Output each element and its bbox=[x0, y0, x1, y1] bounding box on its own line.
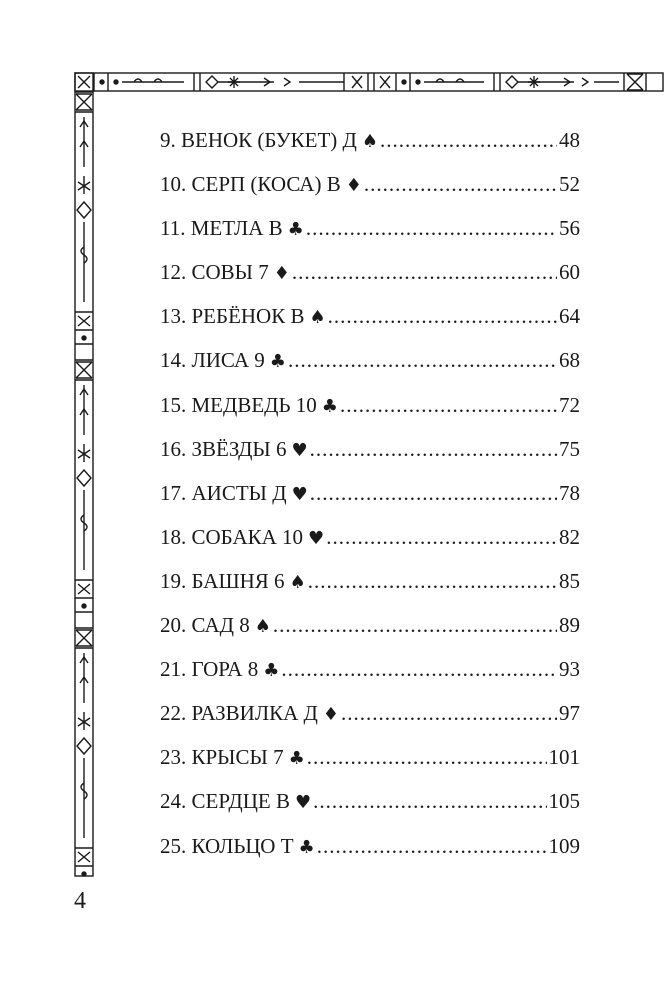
toc-entry-title: 21. ГОРА 8 bbox=[160, 657, 259, 682]
toc-entry-page: 105 bbox=[548, 789, 580, 814]
card-suit-icon: ♦ bbox=[345, 175, 362, 197]
toc-entry-title: 15. МЕДВЕДЬ 10 bbox=[160, 392, 317, 417]
toc-entry-page: 78 bbox=[559, 480, 580, 505]
dot-leader bbox=[308, 559, 557, 603]
dot-leader bbox=[310, 427, 557, 471]
dot-leader bbox=[364, 162, 557, 206]
card-suit-icon: ♥ bbox=[291, 439, 308, 461]
ornament-border-top bbox=[74, 72, 664, 92]
toc-entry bbox=[160, 294, 580, 338]
card-suit-icon: ♠ bbox=[289, 571, 306, 593]
dot-leader bbox=[326, 515, 557, 559]
toc-entry bbox=[160, 206, 580, 250]
toc-entry-title: 22. РАЗВИЛКА Д bbox=[160, 701, 318, 726]
dot-leader bbox=[341, 691, 557, 735]
toc-entry-page: 48 bbox=[559, 128, 580, 152]
toc-entry-page: 109 bbox=[548, 833, 580, 858]
toc-entry-page: 64 bbox=[559, 304, 580, 329]
toc-entry-page: 75 bbox=[559, 436, 580, 461]
dot-leader bbox=[281, 647, 557, 691]
dot-leader bbox=[306, 206, 557, 250]
toc-entry-page: 60 bbox=[559, 260, 580, 285]
ornament-border-left bbox=[74, 72, 94, 877]
toc-entry-title: 25. КОЛЬЦО Т bbox=[160, 833, 294, 858]
toc-entry bbox=[160, 603, 580, 647]
toc-entry-title: 10. СЕРП (КОСА) В bbox=[160, 172, 341, 197]
toc-entry-page: 97 bbox=[559, 701, 580, 726]
toc-entry bbox=[160, 338, 580, 382]
dot-leader bbox=[340, 383, 557, 427]
toc-entry bbox=[160, 427, 580, 471]
toc-entry-title: 23. КРЫСЫ 7 bbox=[160, 745, 284, 770]
toc-entry bbox=[160, 735, 580, 779]
toc-entry bbox=[160, 691, 580, 735]
toc-entry bbox=[160, 779, 580, 823]
toc-entry-page: 68 bbox=[559, 348, 580, 373]
dot-leader bbox=[380, 118, 557, 162]
toc-entry-title: 9. ВЕНОК (БУКЕТ) Д bbox=[160, 128, 357, 152]
toc-entry bbox=[160, 559, 580, 603]
dot-leader bbox=[310, 471, 557, 515]
toc-entry bbox=[160, 824, 580, 868]
card-suit-icon: ♠ bbox=[361, 131, 378, 152]
toc-entry-title: 12. СОВЫ 7 bbox=[160, 260, 269, 285]
toc-entry bbox=[160, 515, 580, 559]
card-suit-icon: ♣ bbox=[288, 748, 305, 770]
card-suit-icon: ♥ bbox=[308, 527, 325, 549]
card-suit-icon: ♠ bbox=[309, 307, 326, 329]
toc-entry bbox=[160, 250, 580, 294]
toc-entry-page: 72 bbox=[559, 392, 580, 417]
toc-entry-page: 56 bbox=[559, 216, 580, 241]
dot-leader bbox=[273, 603, 557, 647]
table-of-contents bbox=[160, 118, 580, 868]
toc-entry-page: 52 bbox=[559, 172, 580, 197]
card-suit-icon: ♥ bbox=[295, 792, 312, 814]
toc-entry-title: 20. САД 8 bbox=[160, 613, 250, 638]
toc-entry bbox=[160, 162, 580, 206]
toc-entry-page: 89 bbox=[559, 613, 580, 638]
dot-leader bbox=[292, 250, 557, 294]
toc-entry-title: 11. МЕТЛА В bbox=[160, 216, 283, 241]
dot-leader bbox=[288, 338, 557, 382]
toc-entry bbox=[160, 471, 580, 515]
card-suit-icon: ♥ bbox=[291, 483, 308, 505]
toc-entry-page: 82 bbox=[559, 524, 580, 549]
card-suit-icon: ♣ bbox=[269, 351, 286, 373]
toc-entry-title: 19. БАШНЯ 6 bbox=[160, 568, 285, 593]
card-suit-icon: ♣ bbox=[321, 395, 338, 417]
toc-entry bbox=[160, 118, 580, 162]
dot-leader bbox=[317, 824, 547, 868]
toc-entry-title: 17. АИСТЫ Д bbox=[160, 480, 287, 505]
toc-entry-title: 13. РЕБЁНОК В bbox=[160, 304, 305, 329]
card-suit-icon: ♣ bbox=[263, 660, 280, 682]
toc-entry-title: 18. СОБАКА 10 bbox=[160, 524, 304, 549]
toc-entry-page: 101 bbox=[548, 745, 580, 770]
dot-leader bbox=[313, 779, 546, 823]
toc-entry bbox=[160, 647, 580, 691]
card-suit-icon: ♠ bbox=[254, 616, 271, 638]
card-suit-icon: ♣ bbox=[298, 836, 315, 858]
dot-leader bbox=[307, 735, 547, 779]
page-number: 4 bbox=[74, 888, 86, 914]
toc-entry-title: 24. СЕРДЦЕ В bbox=[160, 789, 291, 814]
toc-entry-page: 85 bbox=[559, 568, 580, 593]
dot-leader bbox=[328, 294, 557, 338]
toc-entry bbox=[160, 383, 580, 427]
card-suit-icon: ♦ bbox=[273, 263, 290, 285]
toc-entry-page: 93 bbox=[559, 657, 580, 682]
toc-entry-title: 16. ЗВЁЗДЫ 6 bbox=[160, 436, 287, 461]
toc-entry-title: 14. ЛИСА 9 bbox=[160, 348, 265, 373]
card-suit-icon: ♣ bbox=[287, 219, 304, 241]
card-suit-icon: ♦ bbox=[322, 704, 339, 726]
